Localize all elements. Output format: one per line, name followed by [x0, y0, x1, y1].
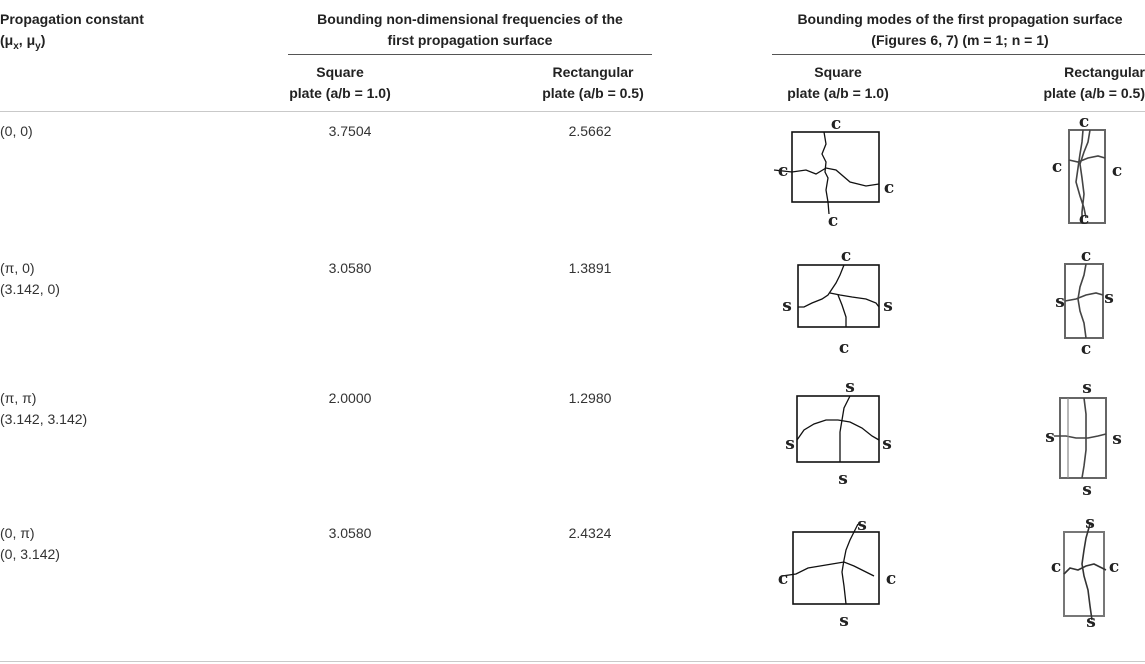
square-plate-mode-diagram	[770, 510, 900, 630]
table-row-2-propagation	[0, 258, 60, 300]
boundary-label-top: c	[840, 246, 852, 266]
header-mode-rect-line2: plate (a/b = 0.5)	[1043, 85, 1145, 101]
table-bottom-rule	[0, 661, 1145, 662]
header-freq-square-line1: Square	[316, 64, 364, 80]
header-modes-group	[760, 9, 1145, 51]
modes-group-underline	[772, 54, 1145, 55]
header-freq-rect-line2: plate (a/b = 0.5)	[542, 85, 644, 101]
header-mode-square-line1: Square	[814, 64, 862, 80]
propagation-constant-line2: (3.142, 3.142)	[0, 411, 88, 427]
propagation-constant-line1: (π, π)	[0, 390, 37, 406]
header-modes-group-line1: Bounding modes of the first propagation surface	[797, 11, 1123, 27]
square-plate-mode-diagram	[770, 245, 900, 357]
boundary-label-top: s	[1082, 378, 1092, 398]
boundary-label-right: c	[883, 178, 895, 198]
mu-y-subscript: y	[35, 40, 41, 52]
boundary-label-bottom: c	[838, 338, 850, 358]
boundary-label-bottom: c	[827, 211, 839, 231]
table-row-3-propagation	[0, 388, 87, 430]
header-modes-group-line2: (Figures 6, 7) (m = 1; n = 1)	[871, 32, 1049, 48]
table-row-3-freq-square: 2.0000	[328, 390, 372, 406]
header-mode-rect-line1: Rectangular	[1064, 64, 1145, 80]
boundary-label-bottom: s	[839, 611, 849, 631]
header-propagation-constant-label: Propagation constant	[0, 11, 144, 27]
table-row-2-freq-square: 3.0580	[328, 260, 372, 276]
boundary-label-bottom: c	[1080, 339, 1092, 359]
header-freq-rect-line1: Rectangular	[552, 64, 634, 80]
propagation-constant-line2: (3.142, 0)	[0, 281, 60, 297]
boundary-label-top: c	[1078, 112, 1090, 132]
propagation-constant-line1: (0, π)	[0, 525, 35, 541]
propagation-constant-line1: (0, 0)	[0, 123, 33, 139]
header-mu-symbols: ($\mu_x$, $\mu_y$)	[0, 32, 46, 52]
table-row-1-propagation	[0, 121, 33, 142]
frequency-group-underline	[288, 54, 652, 55]
header-freq-square	[270, 62, 410, 104]
table-row-4-freq-rect: 2.4324	[568, 525, 612, 541]
propagation-constant-line2: (0, 3.142)	[0, 546, 60, 562]
mu-x-subscript: x	[13, 40, 19, 52]
boundary-label-top: s	[845, 377, 855, 397]
rectangular-plate-mode-diagram	[1040, 245, 1130, 357]
header-mode-square-line2: plate (a/b = 1.0)	[787, 85, 889, 101]
boundary-label-left: c	[777, 569, 789, 589]
header-freq-square-line2: plate (a/b = 1.0)	[289, 85, 391, 101]
table-row-1-freq-rect: 2.5662	[568, 123, 612, 139]
header-bottom-rule	[0, 111, 1145, 112]
boundary-label-right: s	[1112, 429, 1122, 449]
header-frequency-group-line1: Bounding non-dimensional frequencies of the	[317, 11, 623, 27]
boundary-label-left: c	[777, 161, 789, 181]
square-plate-mode-diagram	[770, 374, 900, 490]
rectangular-plate-mode-diagram	[1040, 112, 1130, 232]
propagation-constant-line1: (π, 0)	[0, 260, 35, 276]
header-mode-square	[766, 62, 910, 104]
rectangular-plate-mode-diagram	[1040, 374, 1130, 500]
boundary-label-left: s	[785, 434, 795, 454]
rectangular-plate-mode-diagram	[1040, 510, 1130, 630]
boundary-label-bottom: s	[1086, 612, 1096, 632]
boundary-label-top: s	[857, 515, 867, 535]
square-plate-mode-diagram	[770, 112, 900, 232]
table-row-2-freq-rect: 1.3891	[568, 260, 612, 276]
boundary-label-right: s	[1104, 288, 1114, 308]
boundary-label-left: c	[1051, 157, 1063, 177]
table-row-4-propagation	[0, 523, 60, 565]
table-row-4-freq-square: 3.0580	[328, 525, 372, 541]
header-frequency-group-line2: first propagation surface	[387, 32, 553, 48]
boundary-label-right: c	[1108, 557, 1120, 577]
header-frequency-group	[288, 9, 652, 51]
boundary-label-top: c	[1080, 246, 1092, 266]
boundary-label-bottom: c	[1078, 209, 1090, 229]
boundary-label-bottom: s	[1082, 480, 1092, 500]
boundary-label-bottom: s	[838, 469, 848, 489]
header-freq-rect	[520, 62, 666, 104]
header-propagation-constant	[0, 9, 260, 51]
boundary-label-left: s	[1055, 292, 1065, 312]
boundary-label-top: c	[830, 114, 842, 134]
boundary-label-right: c	[885, 569, 897, 589]
boundary-label-left: s	[782, 296, 792, 316]
header-mode-rect	[1000, 62, 1145, 104]
boundary-label-right: s	[883, 296, 893, 316]
boundary-label-left: c	[1050, 557, 1062, 577]
boundary-label-right: s	[882, 434, 892, 454]
table-row-1-freq-square: 3.7504	[328, 123, 372, 139]
boundary-label-top: s	[1085, 513, 1095, 533]
boundary-label-left: s	[1045, 427, 1055, 447]
table-row-3-freq-rect: 1.2980	[568, 390, 612, 406]
boundary-label-right: c	[1111, 161, 1123, 181]
